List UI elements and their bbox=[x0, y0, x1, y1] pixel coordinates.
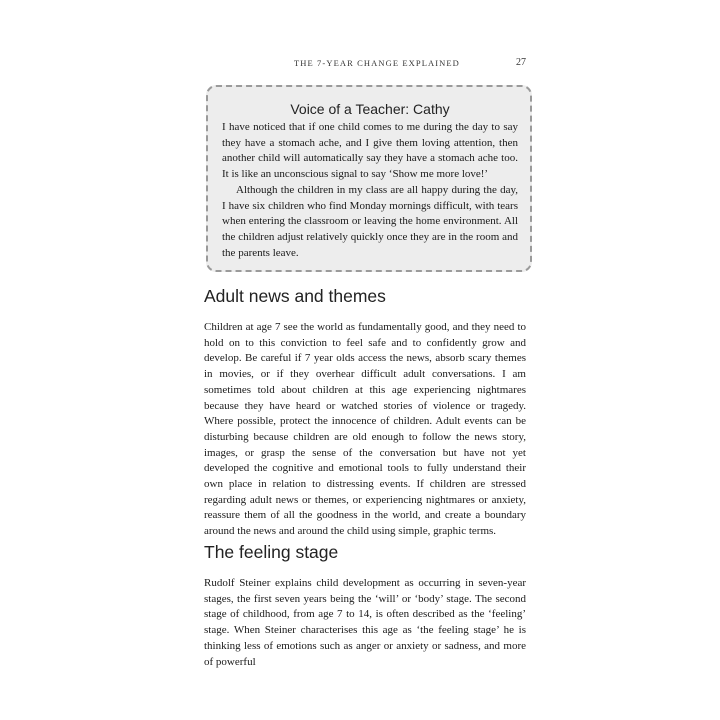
section-body-feeling-stage: Rudolf Steiner explains child development as occurring in seven-year stages, the first seven years being the ‘will’ or ‘body’ stage. The second stage of childhood, from age 7 to 14, is often described as the ‘feeling’ stage. When Steiner characterises this age as ‘the feeling stage’ he is thinking less of emotions such as anger or anxiety or sadness, and more of powerful bbox=[204, 577, 526, 668]
section-body-adult-news: Children at age 7 see the world as fundamentally good, and they need to hold on to this conviction to feel safe and to confidently grow and develop. Be careful if 7 year olds access the news, absorb scary themes in movies, or if they overhear difficult adult conversations. I am sometimes told about children at this age experiencing nightmares because they have heard or watched stories of violence or tragedy. Where possible, protect the innocence of children. Adult events can be disturbing because children are old enough to follow the news story, images, or grasp the sense of the conversation but have not yet developed the cognitive and emotional tools to fully understand their own place in relation to distressing events. If children are stressed regarding adult news or themes, or experiencing nightmares or anxiety, reassure them of all the goodness in the world, and create a boundary around the news and around the child using simple, graphic terms. bbox=[204, 321, 526, 538]
callout-paragraph: Although the children in my class are all happy during the day, I have six children who find Monday mornings difficult, with tears when entering the classroom or leaving the home environment. All the children adjust relatively quickly once they are in the room and the parents leave. bbox=[222, 183, 518, 259]
callout-title: Voice of a Teacher: Cathy bbox=[290, 101, 450, 117]
running-title: THE 7-YEAR CHANGE EXPLAINED bbox=[294, 58, 460, 68]
callout-paragraph: I have noticed that if one child comes to me during the day to say they have a stomach ache, and I give them loving attention, then another child will automatically say they have a stomach ache too. It is like an unconscious signal to say ‘Show me more love!’ bbox=[222, 121, 518, 181]
teacher-voice-callout bbox=[206, 85, 532, 272]
running-head bbox=[204, 58, 526, 72]
section-heading-feeling-stage: The feeling stage bbox=[204, 542, 339, 562]
section-heading-adult-news: Adult news and themes bbox=[204, 286, 386, 306]
page-number: 27 bbox=[516, 57, 526, 68]
